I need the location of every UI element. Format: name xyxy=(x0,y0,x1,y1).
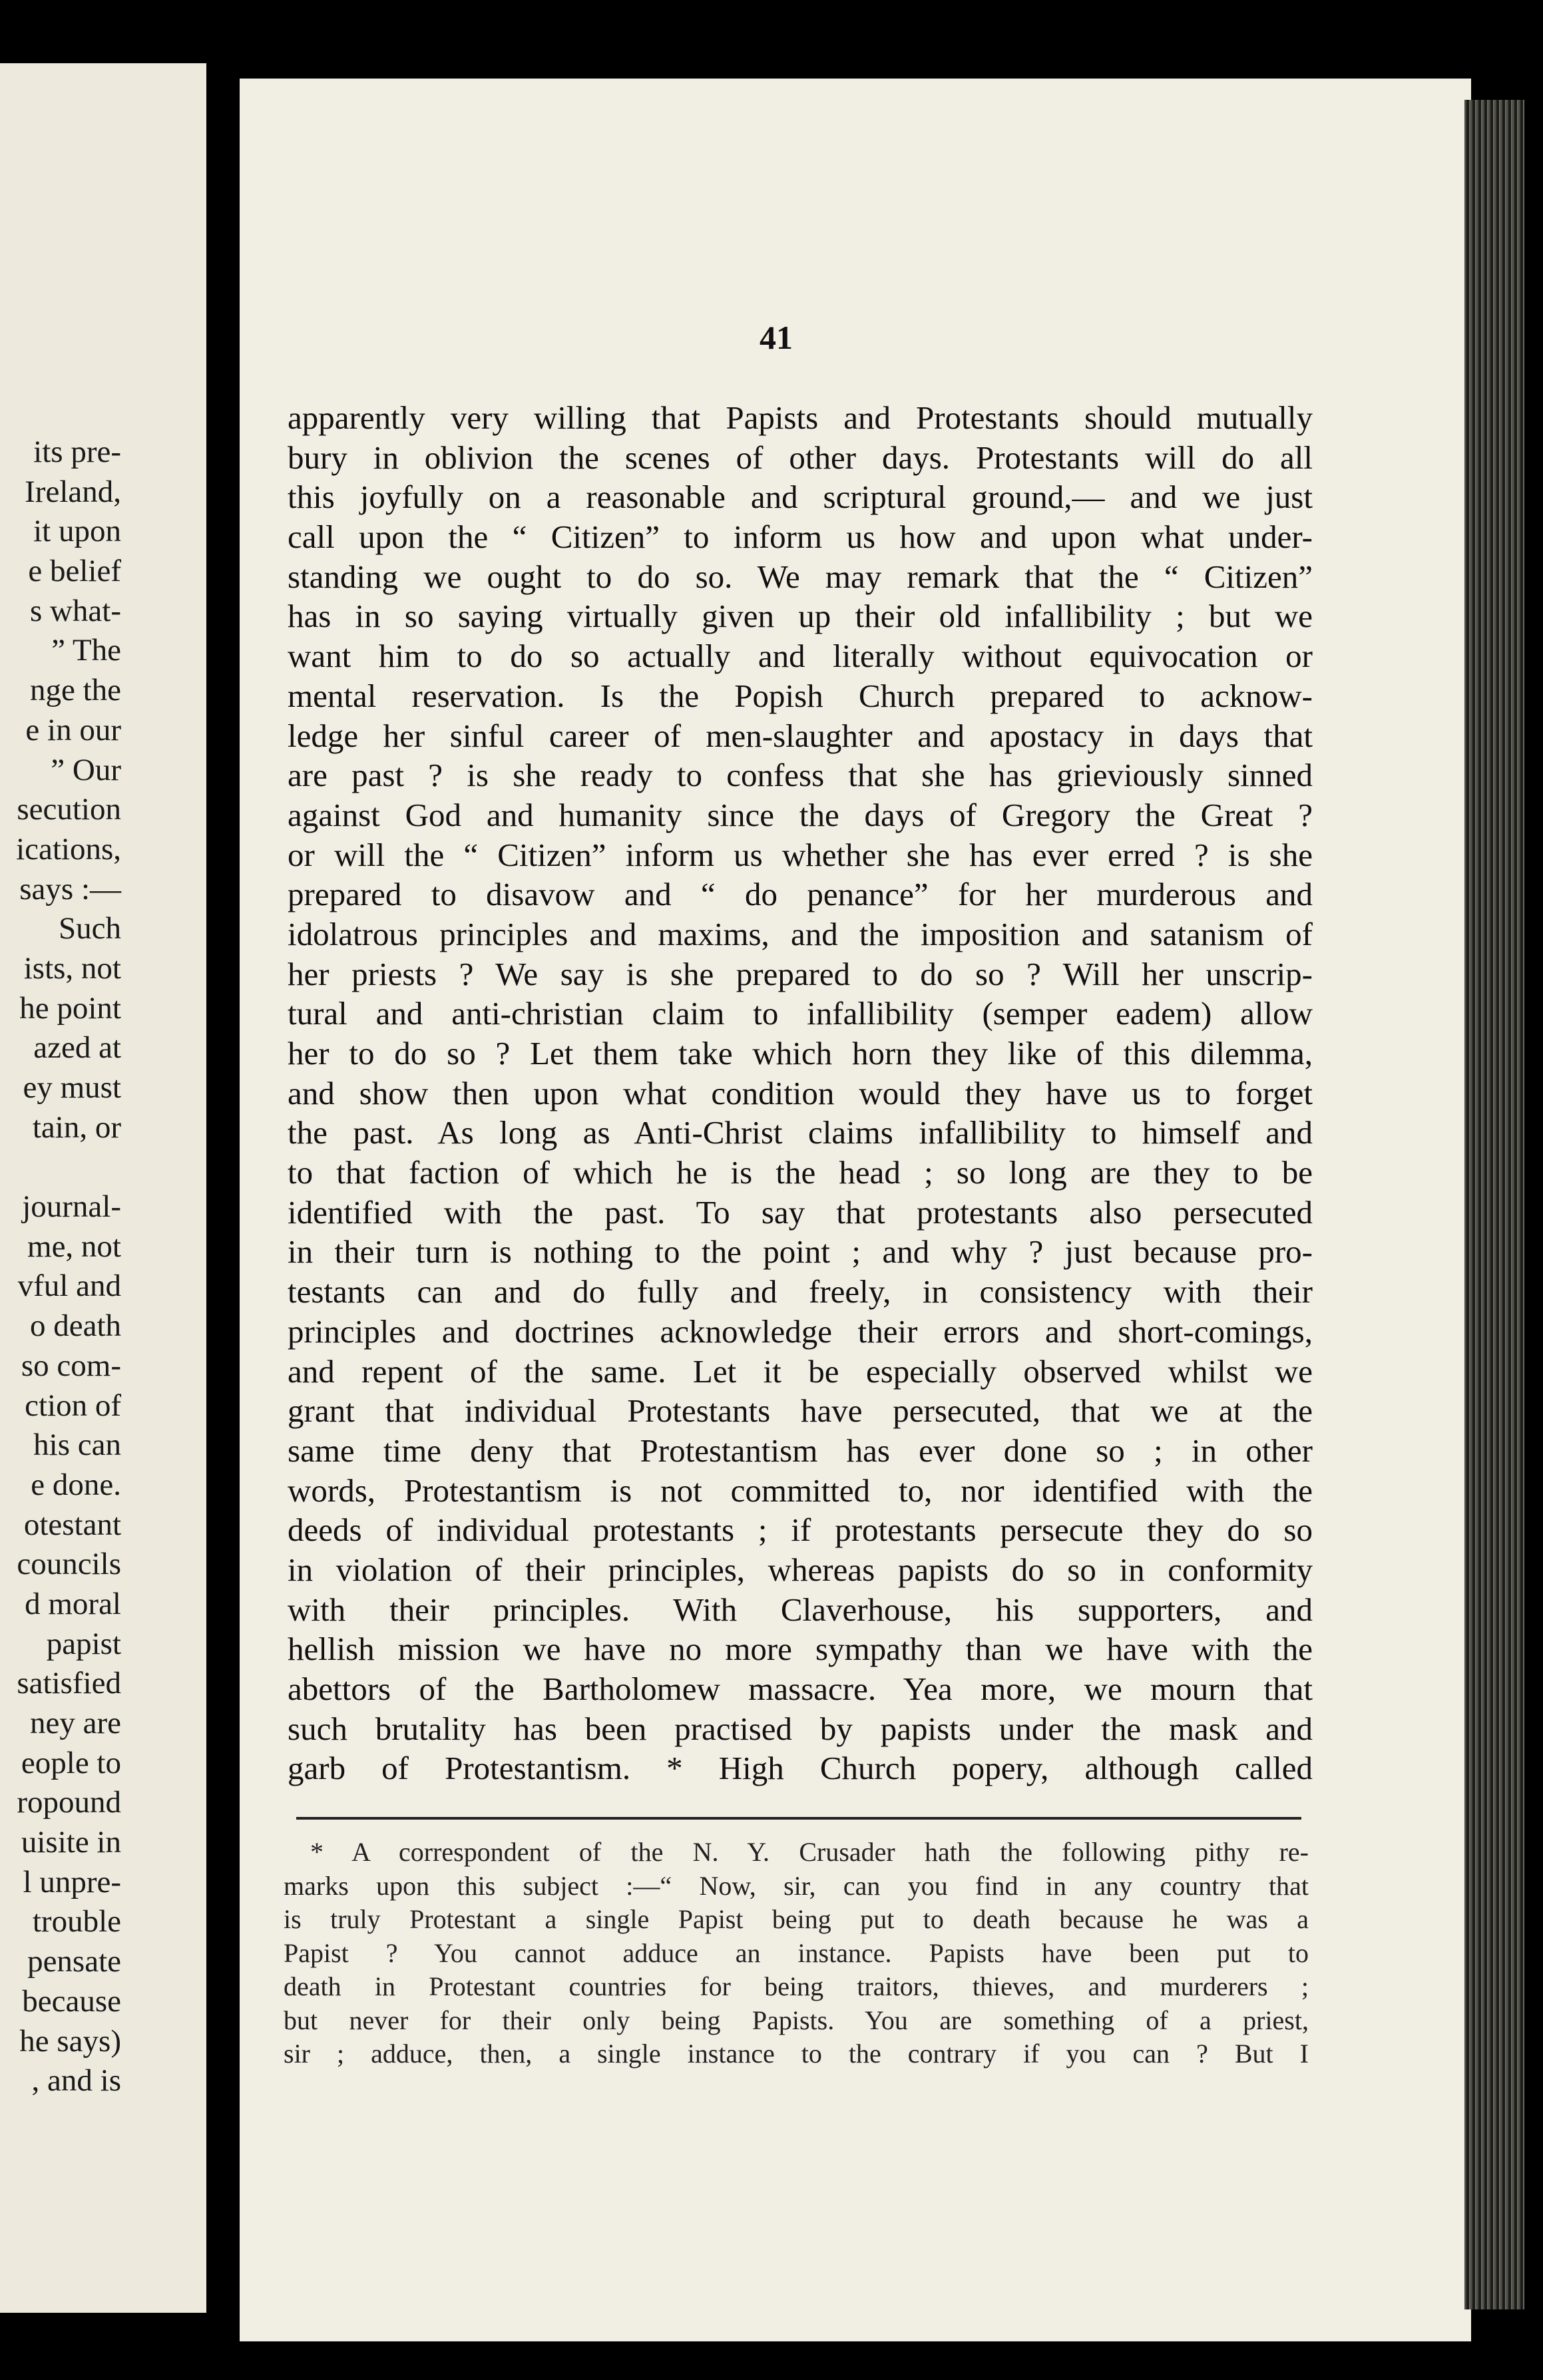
footnote xyxy=(284,1836,1309,2071)
footnote-line: * A correspondent of the N. Y. Crusader hath the following pithy re- xyxy=(310,1837,1309,1867)
text-line: this joyfully on a reasonable and scriptural ground,— and we just xyxy=(288,479,1313,516)
text-line: mental reservation. Is the Popish Church prepared to acknow- xyxy=(288,677,1313,714)
facing-page-line: ” Our xyxy=(51,752,121,787)
text-line: tural and anti-christian claim to infallibility (semper eadem) allow xyxy=(288,995,1313,1032)
facing-page-line: papist xyxy=(46,1626,121,1661)
facing-page-line: pensate xyxy=(27,1944,121,1979)
facing-page-line: l unpre- xyxy=(23,1864,121,1899)
facing-page-line xyxy=(0,1147,206,1187)
page-edges xyxy=(1464,100,1524,2309)
facing-page-line: uisite in xyxy=(21,1825,121,1860)
facing-page-line: says :— xyxy=(19,871,121,906)
text-line: hellish mission we have no more sympathy than we have with the xyxy=(288,1631,1313,1668)
facing-page-line: ey must xyxy=(23,1070,121,1105)
book-gutter xyxy=(206,27,240,2376)
facing-page-line: he point xyxy=(19,990,121,1026)
footnote-line: is truly Protestant a single Papist being put to death because he was a xyxy=(284,1904,1309,1934)
facing-page-line: e belief xyxy=(28,554,121,589)
footnote-line: death in Protestant countries for being traitors, thieves, and murderers ; xyxy=(284,1971,1309,2001)
facing-page-line: trouble xyxy=(32,1904,121,1939)
facing-page-line: its pre- xyxy=(33,435,121,469)
facing-page-line: ney are xyxy=(30,1706,121,1740)
footnote-line: but never for their only being Papists. You are something of a priest, xyxy=(284,2005,1309,2035)
facing-page-line: secution xyxy=(17,792,121,827)
facing-page-line: e in our xyxy=(25,712,121,747)
text-line: deeds of individual protestants ; if protestants persecute they do so xyxy=(288,1511,1313,1549)
facing-page-line: otestant xyxy=(23,1507,121,1542)
facing-page-line: o death xyxy=(29,1308,121,1344)
facing-page xyxy=(0,63,206,2313)
body-text xyxy=(288,398,1313,1788)
footnote-divider xyxy=(296,1817,1301,1820)
text-line: testants can and do fully and freely, in consistency with their xyxy=(288,1273,1313,1310)
text-line: has in so saying virtually given up their old infallibility ; but we xyxy=(288,598,1313,635)
facing-page-line: ropound xyxy=(17,1785,121,1820)
text-line: standing we ought to do so. We may remark that the “ Citizen” xyxy=(288,558,1313,595)
facing-page-line: Ireland, xyxy=(25,474,121,509)
text-line: her priests ? We say is she prepared to do so ? Will her unscrip- xyxy=(288,955,1313,992)
facing-page-line: journal- xyxy=(22,1189,121,1225)
text-line: bury in oblivion the scenes of other days. Protestants will do all xyxy=(288,439,1313,476)
facing-page-text xyxy=(0,433,206,2101)
facing-page-line: it upon xyxy=(33,514,121,549)
text-line: principles and doctrines acknowledge their errors and short-comings, xyxy=(288,1312,1313,1350)
facing-page-line: azed at xyxy=(33,1030,121,1066)
facing-page-line: tain, or xyxy=(32,1109,121,1145)
facing-page-line: because xyxy=(22,1983,121,2019)
facing-page-line: e done. xyxy=(31,1467,121,1502)
facing-page-line: satisfied xyxy=(17,1666,121,1701)
text-line: the past. As long as Anti-Christ claims infallibility to himself and xyxy=(288,1114,1313,1151)
facing-page-line: eople to xyxy=(21,1745,121,1780)
text-line: garb of Protestantism. * High Church popery, although called xyxy=(288,1750,1313,1787)
facing-page-line: s what- xyxy=(29,593,121,628)
text-line: such brutality has been practised by papists under the mask and xyxy=(288,1710,1313,1747)
text-line: her to do so ? Let them take which horn they like of this dilemma, xyxy=(288,1035,1313,1072)
facing-page-line: his can xyxy=(33,1428,121,1463)
text-line: apparently very willing that Papists and Protestants should mutually xyxy=(288,399,1313,436)
text-line: ledge her sinful career of men-slaughter and apostacy in days that xyxy=(288,717,1313,754)
facing-page-line: he says) xyxy=(19,2023,121,2059)
text-line: words, Protestantism is not committed to, nor identified with the xyxy=(288,1472,1313,1509)
text-line: against God and humanity since the days of Gregory the Great ? xyxy=(288,796,1313,833)
facing-page-line: ists, not xyxy=(23,950,121,986)
text-line: identified with the past. To say that protestants also persecuted xyxy=(288,1193,1313,1231)
text-line: want him to do so actually and literally without equivocation or xyxy=(288,638,1313,675)
text-line: are past ? is she ready to confess that she has grieviously sinned xyxy=(288,757,1313,794)
footnote-line: Papist ? You cannot adduce an instance. Papists have been put to xyxy=(284,1937,1309,1968)
facing-page-line: ction of xyxy=(25,1388,121,1423)
page-number: 41 xyxy=(760,319,793,356)
facing-page-line: ” The xyxy=(51,633,121,668)
facing-page-line: ications, xyxy=(16,831,121,867)
text-line: or will the “ Citizen” inform us whether she has ever erred ? is she xyxy=(288,836,1313,873)
text-line: abettors of the Bartholomew massacre. Yea more, we mourn that xyxy=(288,1671,1313,1707)
facing-page-line: d moral xyxy=(25,1586,121,1621)
facing-page-line: councils xyxy=(17,1547,121,1582)
text-line: grant that individual Protestants have persecuted, that we at the xyxy=(288,1392,1313,1430)
footnote-line: sir ; adduce, then, a single instance to the contrary if you can ? But I xyxy=(284,2039,1309,2069)
text-line: and repent of the same. Let it be especially observed whilst we xyxy=(288,1352,1313,1390)
facing-page-line: nge the xyxy=(29,673,121,708)
facing-page-line: Such xyxy=(59,911,121,946)
facing-page-line: vful and xyxy=(17,1269,121,1304)
text-line: with their principles. With Claverhouse, his supporters, and xyxy=(288,1591,1313,1628)
facing-page-line: , and is xyxy=(31,2063,121,2098)
footnote-line: marks upon this subject :—“ Now, sir, can you find in any country that xyxy=(284,1870,1309,1901)
facing-page-line: so com- xyxy=(21,1348,121,1383)
text-line: call upon the “ Citizen” to inform us how and upon what under- xyxy=(288,518,1313,556)
text-line: idolatrous principles and maxims, and the imposition and satanism of xyxy=(288,915,1313,952)
text-line: to that faction of which he is the head ; so long are they to be xyxy=(288,1154,1313,1191)
text-line: in violation of their principles, whereas papists do so in conformity xyxy=(288,1551,1313,1588)
text-line: same time deny that Protestantism has ever done so ; in other xyxy=(288,1432,1313,1469)
text-line: in their turn is nothing to the point ; and why ? just because pro- xyxy=(288,1233,1313,1271)
text-line: and show then upon what condition would they have us to forget xyxy=(288,1074,1313,1111)
text-line: prepared to disavow and “ do penance” for her murderous and xyxy=(288,876,1313,913)
facing-page-line: me, not xyxy=(27,1229,121,1264)
